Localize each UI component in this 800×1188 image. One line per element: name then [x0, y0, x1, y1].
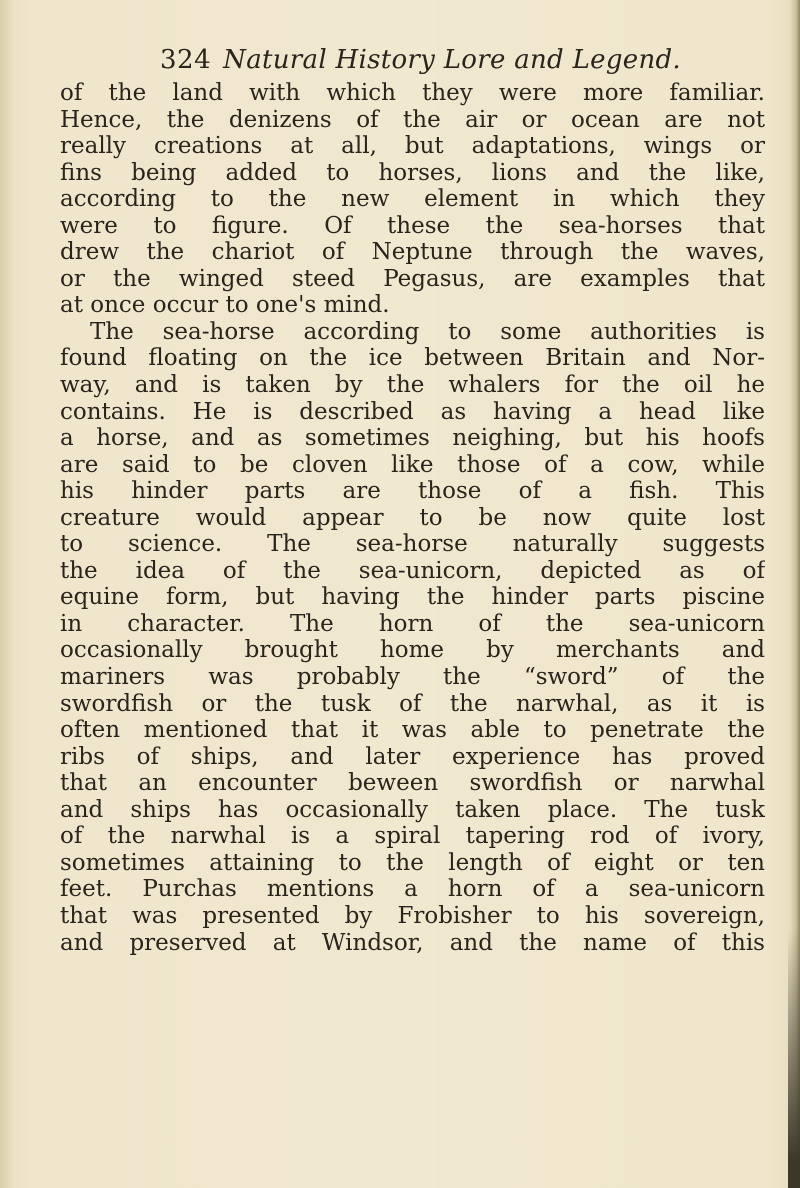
text-line: or the winged steed Pegasus, are examples that [60, 265, 765, 292]
text-line: ribs of ships, and later experience has proved [60, 743, 765, 770]
text-line: occasionally brought home by merchants and [60, 637, 765, 664]
text-line: are said to be cloven like those of a cow, while [60, 451, 765, 478]
text-line: his hinder parts are those of a fish. This [60, 478, 765, 505]
text-line: feet. Purchas mentions a horn of a sea-unicorn [60, 876, 765, 903]
text-line: to science. The sea-horse naturally suggests [60, 531, 765, 558]
text-line: were to figure. Of these the sea-horses that [60, 212, 765, 239]
text-line: a horse, and as sometimes neighing, but his hoofs [60, 425, 765, 452]
text-line: sometimes attaining to the length of eight or ten [60, 849, 765, 876]
body-text [60, 80, 765, 956]
text-line: contains. He is described as having a head like [60, 398, 765, 425]
text-line: equine form, but having the hinder parts piscine [60, 584, 765, 611]
text-line: drew the chariot of Neptune through the waves, [60, 239, 765, 266]
text-line: at once occur to one's mind. [60, 292, 390, 319]
text-line: that an encounter beween swordfish or narwhal [60, 770, 765, 797]
text-line: the idea of the sea-unicorn, depicted as of [60, 557, 765, 584]
paragraph-1 [60, 80, 765, 319]
text-line: way, and is taken by the whalers for the oil he [60, 372, 765, 399]
text-line: in character. The horn of the sea-unicorn [60, 610, 765, 637]
text-line: Hence, the denizens of the air or ocean are not [60, 106, 765, 133]
text-line: swordfish or the tusk of the narwhal, as it is [60, 690, 765, 717]
running-title: Natural History Lore and Legend. [223, 45, 681, 75]
text-line: of the narwhal is a spiral tapering rod of ivory, [60, 823, 765, 850]
page-number: 324 [160, 45, 212, 75]
text-line: according to the new element in which they [60, 186, 765, 213]
text-line: of the land with which they were more familiar. [60, 80, 765, 106]
running-header [160, 40, 760, 80]
text-line: mariners was probably the “sword” of the [60, 664, 765, 691]
text-line: often mentioned that it was able to penetrate the [60, 717, 765, 744]
text-line: really creations at all, but adaptations, wings or [60, 133, 765, 160]
text-line: found floating on the ice between Britain and Nor- [60, 345, 765, 372]
text-line: and preserved at Windsor, and the name of this [60, 929, 765, 956]
text-line: and ships has occasionally taken place. The tusk [60, 796, 765, 823]
text-line: creature would appear to be now quite lost [60, 504, 765, 531]
page-corner-shadow [788, 928, 800, 1188]
text-line: that was presented by Frobisher to his sovereign, [60, 902, 765, 929]
text-line: The sea-horse according to some authorities is [90, 318, 765, 345]
text-line: fins being added to horses, lions and the like, [60, 159, 765, 186]
page-binding-shadow [0, 0, 14, 1188]
paragraph-2 [60, 319, 765, 956]
